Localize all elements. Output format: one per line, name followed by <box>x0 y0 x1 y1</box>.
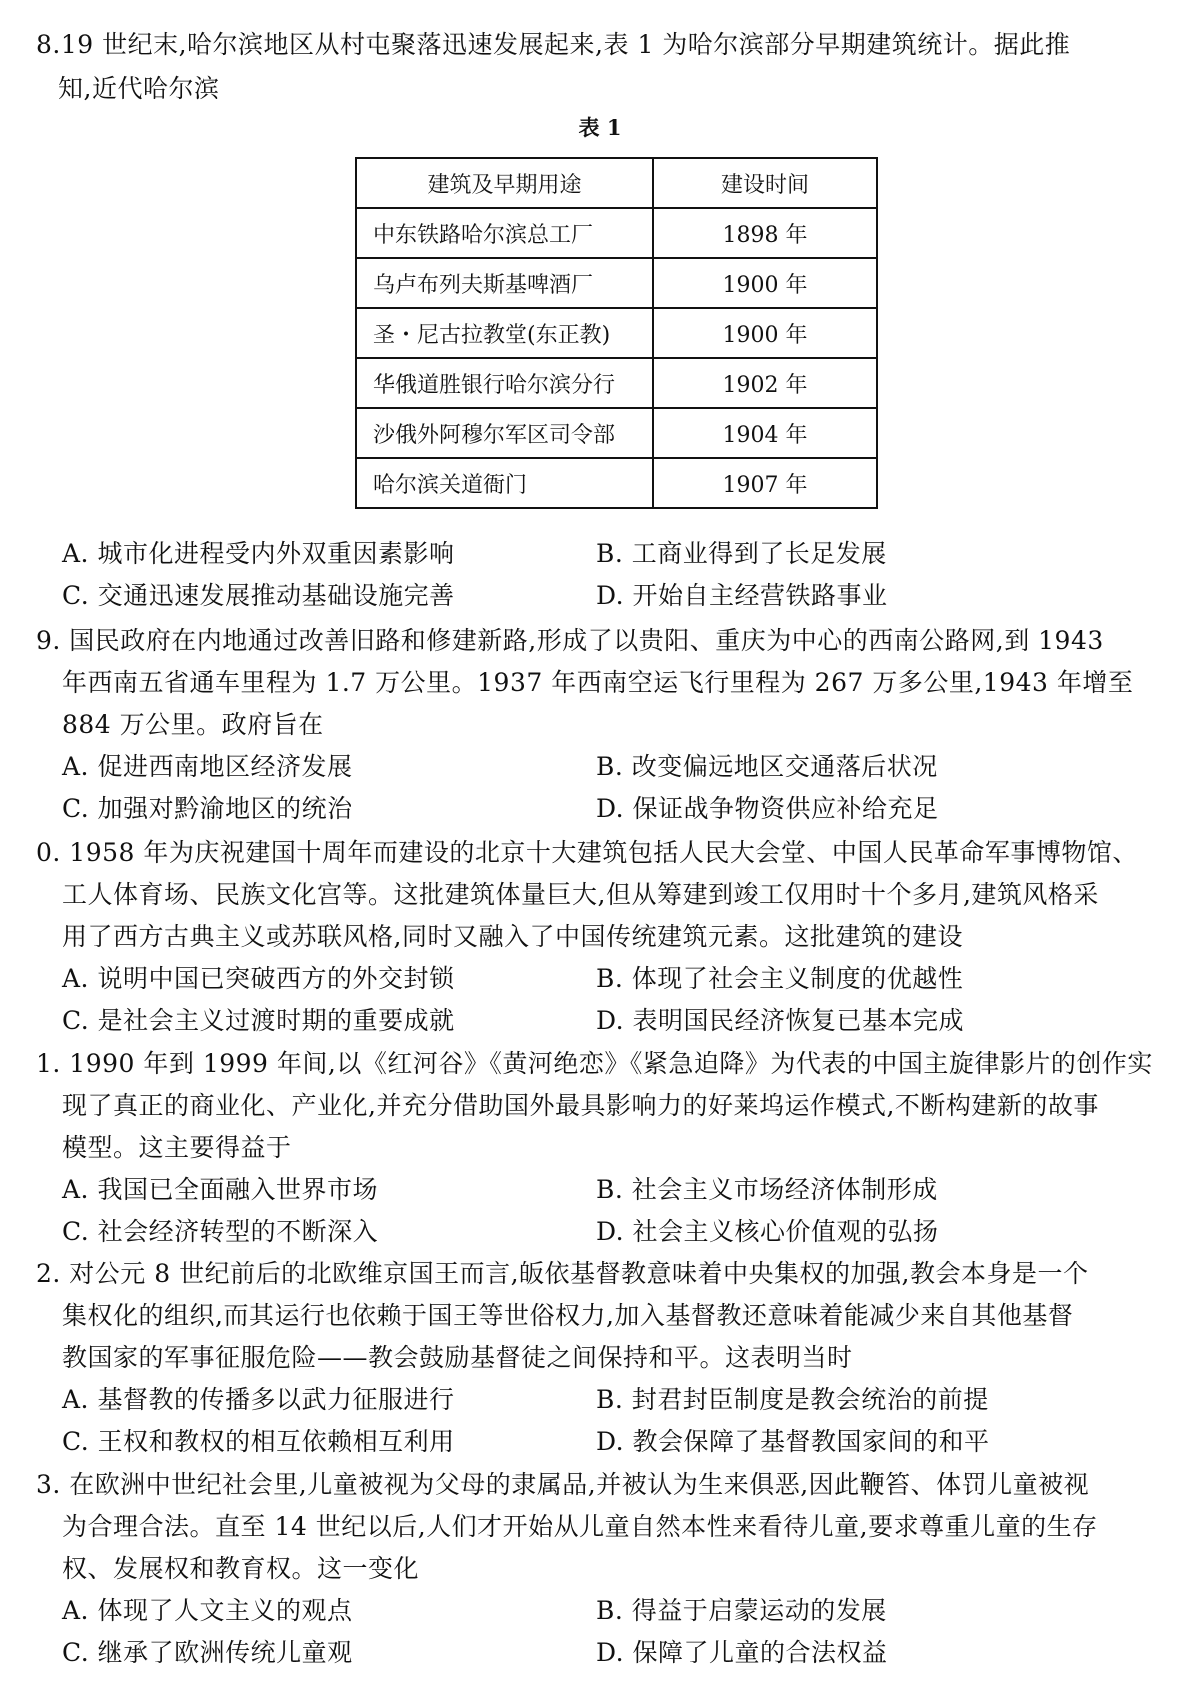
q12-stem-line-3: 教国家的军事征服危险——教会鼓励基督徒之间保持和平。这表明当时 <box>62 1343 853 1372</box>
table-row <box>356 408 877 458</box>
q11-stem-line-1: 1. 1990 年到 1999 年间,以《红河谷》《黄河绝恋》《紧急迫降》为代表的中国主旋律影片的创作实 <box>36 1049 1153 1078</box>
q13-option-a: A. 体现了人文主义的观点 <box>62 1596 353 1625</box>
q8-stem-line-1: 8.19 世纪末,哈尔滨地区从村屯聚落迅速发展起来,表 1 为哈尔滨部分早期建筑统计。据此推 <box>36 30 1071 59</box>
q11-option-c: C. 社会经济转型的不断深入 <box>62 1217 379 1246</box>
table-cell-building: 华俄道胜银行哈尔滨分行 <box>356 358 653 408</box>
table-cell-year: 1900 年 <box>653 258 877 308</box>
q9-option-c: C. 加强对黔渝地区的统治 <box>62 794 353 823</box>
q13-option-d: D. 保障了儿童的合法权益 <box>596 1638 888 1667</box>
table-row <box>356 458 877 508</box>
table-header-building: 建筑及早期用途 <box>356 158 653 208</box>
q12-stem-line-1: 2. 对公元 8 世纪前后的北欧维京国王而言,皈依基督教意味着中央集权的加强,教会本身是一个 <box>36 1259 1089 1288</box>
table-cell-year: 1907 年 <box>653 458 877 508</box>
building-table <box>355 157 878 509</box>
q9-option-a: A. 促进西南地区经济发展 <box>62 752 353 781</box>
q9-option-b: B. 改变偏远地区交通落后状况 <box>596 752 938 781</box>
table-cell-building: 哈尔滨关道衙门 <box>356 458 653 508</box>
q11-option-d: D. 社会主义核心价值观的弘扬 <box>596 1217 939 1246</box>
table-cell-building: 沙俄外阿穆尔军区司令部 <box>356 408 653 458</box>
q13-option-b: B. 得益于启蒙运动的发展 <box>596 1596 887 1625</box>
table-cell-building: 中东铁路哈尔滨总工厂 <box>356 208 653 258</box>
q10-stem-line-3: 用了西方古典主义或苏联风格,同时又融入了中国传统建筑元素。这批建筑的建设 <box>62 922 963 951</box>
table-header-year: 建设时间 <box>653 158 877 208</box>
q10-stem-line-2: 工人体育场、民族文化宫等。这批建筑体量巨大,但从筹建到竣工仅用时十个多月,建筑风格采 <box>62 880 1099 909</box>
table-cell-year: 1904 年 <box>653 408 877 458</box>
table-row <box>356 358 877 408</box>
table-header-row <box>356 158 877 208</box>
q13-stem-line-2: 为合理合法。直至 14 世纪以后,人们才开始从儿童自然本性来看待儿童,要求尊重儿童的生存 <box>62 1512 1098 1541</box>
q10-option-c: C. 是社会主义过渡时期的重要成就 <box>62 1006 455 1035</box>
q13-option-c: C. 继承了欧洲传统儿童观 <box>62 1638 353 1667</box>
table-cell-building: 圣・尼古拉教堂(东正教) <box>356 308 653 358</box>
q12-option-b: B. 封君封臣制度是教会统治的前提 <box>596 1385 989 1414</box>
q10-option-a: A. 说明中国已突破西方的外交封锁 <box>62 964 455 993</box>
q12-stem-line-2: 集权化的组织,而其运行也依赖于国王等世俗权力,加入基督教还意味着能减少来自其他基督 <box>62 1301 1074 1330</box>
q11-option-a: A. 我国已全面融入世界市场 <box>62 1175 378 1204</box>
q10-stem-line-1: 0. 1958 年为庆祝建国十周年而建设的北京十大建筑包括人民大会堂、中国人民革命军事博物馆、 <box>36 838 1138 867</box>
q10-option-b: B. 体现了社会主义制度的优越性 <box>596 964 964 993</box>
table-cell-year: 1898 年 <box>653 208 877 258</box>
q8-option-a: A. 城市化进程受内外双重因素影响 <box>62 539 455 568</box>
q8-option-d: D. 开始自主经营铁路事业 <box>596 581 888 610</box>
table-row <box>356 308 877 358</box>
table-cell-year: 1902 年 <box>653 358 877 408</box>
q8-option-c: C. 交通迅速发展推动基础设施完善 <box>62 581 455 610</box>
q9-stem-line-3: 884 万公里。政府旨在 <box>62 710 324 739</box>
table-caption: 表 1 <box>578 115 622 140</box>
q11-option-b: B. 社会主义市场经济体制形成 <box>596 1175 938 1204</box>
q9-stem-line-2: 年西南五省通车里程为 1.7 万公里。1937 年西南空运飞行里程为 267 万多公里,1943 年增至 <box>62 668 1134 697</box>
q8-option-b: B. 工商业得到了长足发展 <box>596 539 887 568</box>
q13-stem-line-1: 3. 在欧洲中世纪社会里,儿童被视为父母的隶属品,并被认为生来俱恶,因此鞭笞、体罚儿童被视 <box>36 1470 1090 1499</box>
table-row <box>356 258 877 308</box>
q13-stem-line-3: 权、发展权和教育权。这一变化 <box>62 1554 420 1583</box>
q9-stem-line-1: 9. 国民政府在内地通过改善旧路和修建新路,形成了以贵阳、重庆为中心的西南公路网,到 1943 <box>36 626 1104 655</box>
table-cell-year: 1900 年 <box>653 308 877 358</box>
q12-option-a: A. 基督教的传播多以武力征服进行 <box>62 1385 455 1414</box>
q12-option-d: D. 教会保障了基督教国家间的和平 <box>596 1427 990 1456</box>
q11-stem-line-3: 模型。这主要得益于 <box>62 1133 292 1162</box>
q9-option-d: D. 保证战争物资供应补给充足 <box>596 794 939 823</box>
table-row <box>356 208 877 258</box>
q11-stem-line-2: 现了真正的商业化、产业化,并充分借助国外最具影响力的好莱坞运作模式,不断构建新的故事 <box>62 1091 1099 1120</box>
q12-option-c: C. 王权和教权的相互依赖相互利用 <box>62 1427 455 1456</box>
table-cell-building: 乌卢布列夫斯基啤酒厂 <box>356 258 653 308</box>
q8-stem-line-2: 知,近代哈尔滨 <box>58 74 220 103</box>
q10-option-d: D. 表明国民经济恢复已基本完成 <box>596 1006 965 1035</box>
